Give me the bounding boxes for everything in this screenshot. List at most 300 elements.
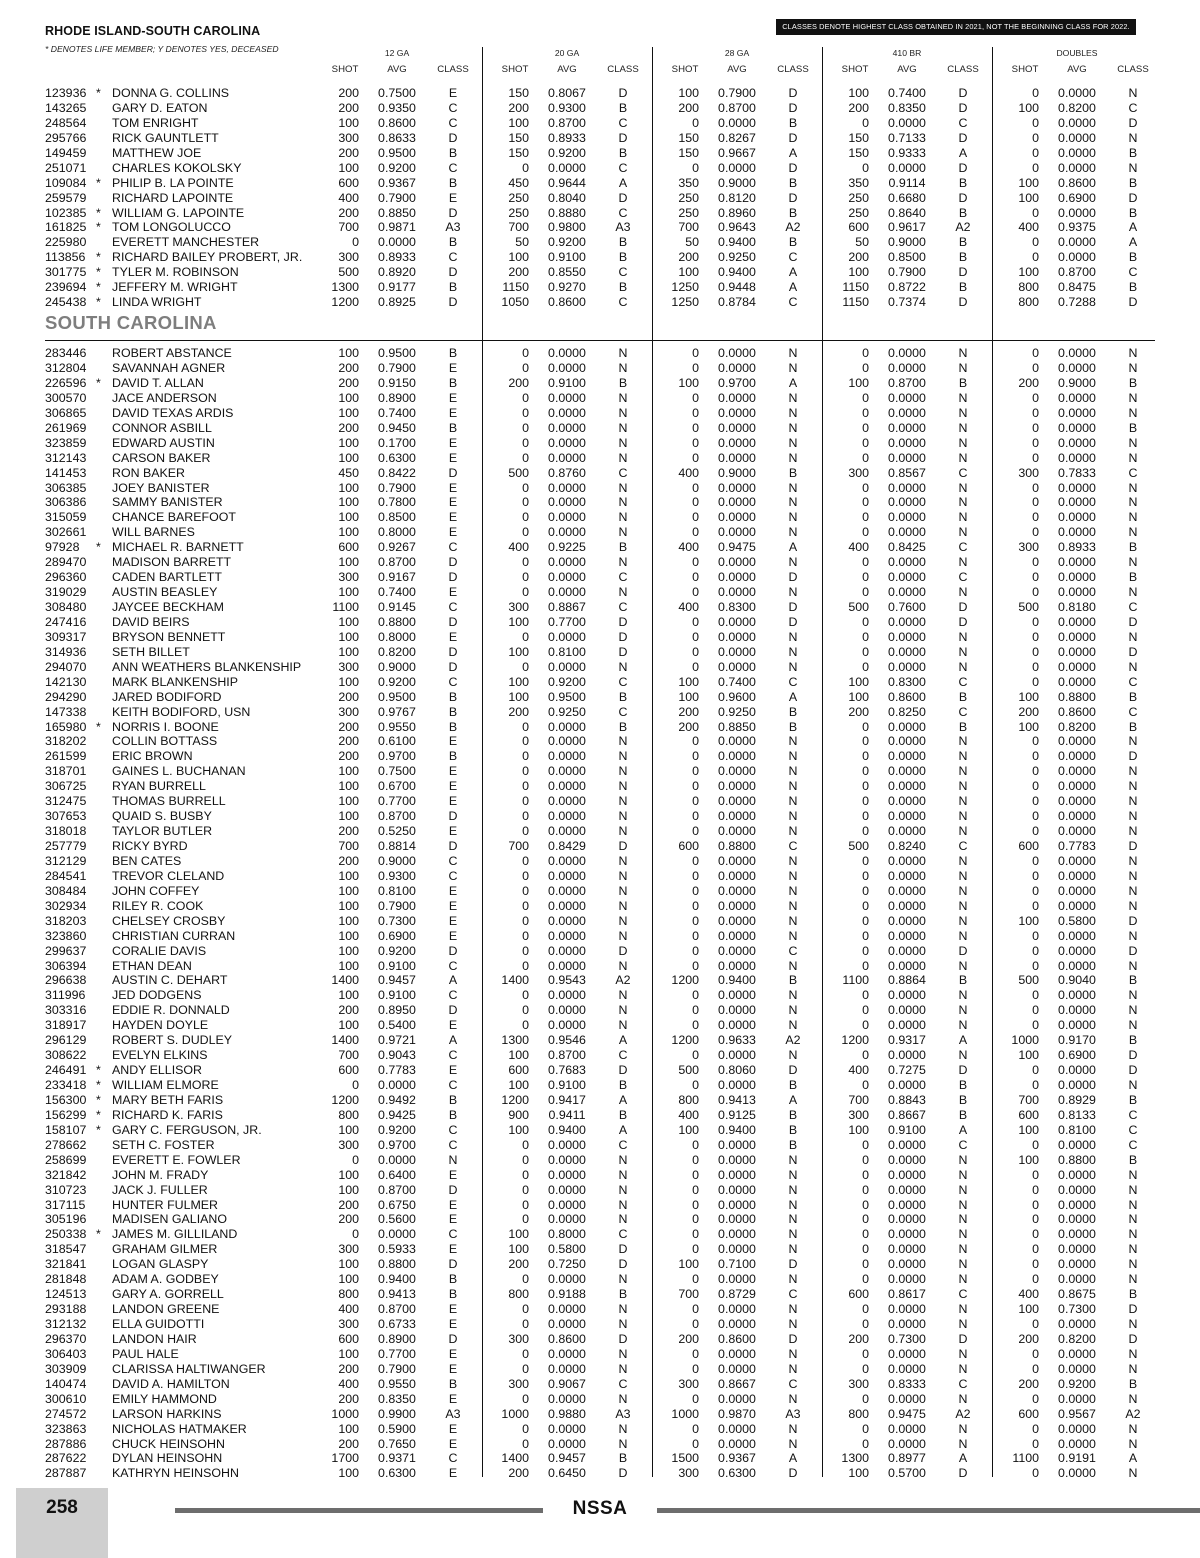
avg-value: 0.0000 xyxy=(888,1346,926,1361)
subheader-class: CLASS xyxy=(437,64,469,75)
avg-value: 0.0000 xyxy=(718,1272,756,1287)
shot-value: 0 xyxy=(1032,1272,1039,1287)
avg-value: 0.9067 xyxy=(548,1376,586,1391)
avg-value: 0.8100 xyxy=(1058,1122,1096,1137)
member-id: 283446 xyxy=(45,346,87,361)
avg-value: 0.0000 xyxy=(888,913,926,928)
shot-value: 200 xyxy=(678,719,699,734)
avg-value: 0.8000 xyxy=(378,629,416,644)
shot-value: 150 xyxy=(508,130,529,145)
class-value: B xyxy=(618,145,628,160)
class-value: N xyxy=(958,1018,968,1033)
member-id: 248564 xyxy=(45,115,87,130)
shot-value: 0 xyxy=(692,160,699,175)
class-value: D xyxy=(958,614,968,629)
avg-value: 0.8729 xyxy=(718,1287,756,1302)
member-name: MARK BLANKENSHIP xyxy=(112,674,239,689)
avg-value: 0.8617 xyxy=(888,1287,926,1302)
avg-value: 0.0000 xyxy=(888,794,926,809)
avg-value: 0.8567 xyxy=(888,465,926,480)
class-value: N xyxy=(958,1346,968,1361)
shot-value: 0 xyxy=(862,809,869,824)
shot-value: 0 xyxy=(692,659,699,674)
avg-value: 0.0000 xyxy=(548,525,586,540)
table-row xyxy=(0,1018,1200,1033)
table-row xyxy=(0,944,1200,959)
avg-value: 0.0000 xyxy=(1058,868,1096,883)
shot-value: 400 xyxy=(338,1302,359,1317)
class-value: B xyxy=(448,749,458,764)
class-value: D xyxy=(1128,913,1138,928)
shot-value: 0 xyxy=(522,1436,529,1451)
member-name: ROBERT S. DUDLEY xyxy=(112,1033,233,1048)
avg-value: 0.0000 xyxy=(1058,1436,1096,1451)
class-value: N xyxy=(618,1018,628,1033)
shot-value: 250 xyxy=(848,190,869,205)
member-id: 261599 xyxy=(45,749,87,764)
shot-value: 0 xyxy=(862,629,869,644)
class-value: N xyxy=(618,420,628,435)
avg-value: 0.0000 xyxy=(548,1361,586,1376)
table-row xyxy=(0,645,1200,660)
avg-value: 0.8700 xyxy=(1058,265,1096,280)
class-value: N xyxy=(958,913,968,928)
avg-value: 0.9000 xyxy=(718,175,756,190)
avg-value: 0.8429 xyxy=(548,839,586,853)
shot-value: 0 xyxy=(1032,1466,1039,1481)
class-value: N xyxy=(1128,346,1138,361)
class-value: A3 xyxy=(445,220,461,235)
class-value: D xyxy=(448,295,458,310)
avg-value: 0.7400 xyxy=(378,585,416,600)
class-value: N xyxy=(618,988,628,1003)
member-id: 312475 xyxy=(45,794,87,809)
avg-value: 0.0000 xyxy=(1058,205,1096,220)
table-row xyxy=(0,101,1200,116)
member-name: EMILY HAMMOND xyxy=(112,1391,217,1406)
class-value: N xyxy=(1128,480,1138,495)
shot-value: 0 xyxy=(522,913,529,928)
footer-brand: NSSA xyxy=(572,1498,628,1519)
class-value: A xyxy=(788,375,798,390)
avg-value: 0.0000 xyxy=(1058,749,1096,764)
avg-value: 0.9177 xyxy=(378,280,416,295)
avg-value: 0.9167 xyxy=(378,570,416,585)
table-row xyxy=(0,749,1200,764)
member-id: 323860 xyxy=(45,928,87,943)
class-value: B xyxy=(618,689,628,704)
member-name: TREVOR CLELAND xyxy=(112,868,225,883)
shot-value: 100 xyxy=(338,1122,359,1137)
member-name: TOM LONGOLUCCO xyxy=(112,220,231,235)
class-value: A xyxy=(448,973,458,988)
class-value: B xyxy=(788,719,798,734)
avg-value: 0.0000 xyxy=(548,809,586,824)
class-value: E xyxy=(448,585,458,600)
shot-value: 1400 xyxy=(331,1033,359,1048)
avg-value: 0.0000 xyxy=(718,659,756,674)
member-id: 251071 xyxy=(45,160,87,175)
shot-value: 0 xyxy=(692,1361,699,1376)
class-value: N xyxy=(1128,764,1138,779)
member-name: DONNA G. COLLINS xyxy=(112,86,230,100)
shot-value: 0 xyxy=(1032,824,1039,839)
class-value: N xyxy=(958,1361,968,1376)
shot-value: 1000 xyxy=(1011,1033,1039,1048)
shot-value: 0 xyxy=(862,868,869,883)
shot-value: 0 xyxy=(692,764,699,779)
avg-value: 0.0000 xyxy=(1058,130,1096,145)
shot-value: 0 xyxy=(692,1197,699,1212)
shot-value: 200 xyxy=(848,1331,869,1346)
avg-value: 0.0000 xyxy=(718,794,756,809)
class-value: N xyxy=(1128,1197,1138,1212)
avg-value: 0.0000 xyxy=(548,1346,586,1361)
class-value: N xyxy=(958,1212,968,1227)
table-row xyxy=(0,510,1200,525)
class-value: C xyxy=(448,250,458,265)
avg-value: 0.0000 xyxy=(888,1257,926,1272)
class-value: N xyxy=(958,988,968,1003)
shot-value: 0 xyxy=(1032,943,1039,958)
shot-value: 300 xyxy=(338,1137,359,1152)
shot-value: 0 xyxy=(862,1346,869,1361)
avg-value: 0.9700 xyxy=(378,1137,416,1152)
shot-value: 100 xyxy=(338,555,359,570)
member-id: 308622 xyxy=(45,1048,87,1063)
class-value: N xyxy=(958,794,968,809)
class-value: C xyxy=(618,570,628,585)
class-value: D xyxy=(448,839,458,853)
class-value: N xyxy=(1128,1242,1138,1257)
shot-value: 0 xyxy=(1032,585,1039,600)
shot-value: 700 xyxy=(338,839,359,853)
class-value: N xyxy=(788,1242,798,1257)
shot-value: 1150 xyxy=(842,295,869,310)
class-value: E xyxy=(448,1018,458,1033)
member-id: 303909 xyxy=(45,1361,87,1376)
avg-value: 0.9300 xyxy=(548,100,586,115)
avg-value: 0.0000 xyxy=(718,585,756,600)
shot-value: 150 xyxy=(848,145,869,160)
class-value: B xyxy=(788,175,798,190)
class-value: A xyxy=(618,1122,628,1137)
table-row xyxy=(0,1377,1200,1392)
shot-value: 0 xyxy=(692,928,699,943)
shot-value: 0 xyxy=(692,435,699,450)
class-value: B xyxy=(788,235,798,250)
shot-value: 0 xyxy=(862,883,869,898)
subheader-avg: AVG xyxy=(1067,64,1087,75)
avg-value: 0.0000 xyxy=(548,883,586,898)
class-value: B xyxy=(1128,540,1138,555)
member-id: 246491 xyxy=(45,1063,87,1078)
shot-value: 200 xyxy=(848,100,869,115)
shot-value: 1100 xyxy=(842,973,869,988)
class-value: N xyxy=(1128,1317,1138,1331)
avg-value: 0.8425 xyxy=(888,540,926,555)
class-value: N xyxy=(1128,629,1138,644)
shot-value: 100 xyxy=(338,928,359,943)
shot-value: 0 xyxy=(1032,205,1039,220)
avg-value: 0.9880 xyxy=(548,1406,586,1421)
class-value: D xyxy=(788,86,798,100)
avg-value: 0.8814 xyxy=(378,839,416,853)
table-row xyxy=(0,131,1200,146)
shot-value: 0 xyxy=(862,1272,869,1287)
class-value: A xyxy=(958,1033,968,1048)
avg-value: 0.8120 xyxy=(718,190,756,205)
avg-value: 0.0000 xyxy=(718,1018,756,1033)
avg-value: 0.9644 xyxy=(548,175,586,190)
table-row xyxy=(0,1392,1200,1407)
avg-value: 0.0000 xyxy=(718,1003,756,1018)
member-id: 239694 xyxy=(45,280,87,295)
table-row xyxy=(0,1183,1200,1198)
class-value: B xyxy=(958,205,968,220)
shot-value: 500 xyxy=(338,265,359,280)
table-row xyxy=(0,280,1200,295)
member-id: 308480 xyxy=(45,600,87,614)
shot-value: 200 xyxy=(508,1257,529,1272)
class-value: B xyxy=(618,540,628,555)
shot-value: 200 xyxy=(338,1391,359,1406)
member-id: 323859 xyxy=(45,435,87,450)
avg-value: 0.0000 xyxy=(718,764,756,779)
member-name: KATHRYN HEINSOHN xyxy=(112,1466,239,1481)
shot-value: 450 xyxy=(338,465,359,480)
avg-value: 0.0000 xyxy=(888,450,926,465)
member-id: 225980 xyxy=(45,235,87,250)
avg-value: 0.8000 xyxy=(548,1227,586,1242)
avg-value: 0.9000 xyxy=(378,659,416,674)
class-value: N xyxy=(958,898,968,913)
member-name: BEN CATES xyxy=(112,853,182,868)
shot-value: 0 xyxy=(522,1346,529,1361)
shot-value: 0 xyxy=(522,719,529,734)
member-name: MATTHEW JOE xyxy=(112,145,202,160)
class-value: N xyxy=(618,390,628,405)
avg-value: 0.9200 xyxy=(548,145,586,160)
avg-value: 0.0000 xyxy=(1058,1242,1096,1257)
member-id: 321842 xyxy=(45,1167,87,1182)
table-row xyxy=(0,146,1200,161)
avg-value: 0.8333 xyxy=(888,1376,926,1391)
shot-value: 0 xyxy=(692,988,699,1003)
shot-value: 0 xyxy=(692,644,699,659)
avg-value: 0.0000 xyxy=(1058,1182,1096,1197)
member-name: PAUL HALE xyxy=(112,1346,179,1361)
avg-value: 0.0000 xyxy=(888,480,926,495)
shot-value: 100 xyxy=(338,450,359,465)
class-value: A2 xyxy=(785,220,801,235)
shot-value: 100 xyxy=(508,1227,529,1242)
avg-value: 0.0000 xyxy=(1058,1257,1096,1272)
shot-value: 200 xyxy=(338,749,359,764)
shot-value: 400 xyxy=(678,540,699,555)
class-value: A2 xyxy=(785,1033,801,1048)
shot-value: 800 xyxy=(1018,280,1039,295)
class-value: N xyxy=(788,958,798,973)
avg-value: 0.0000 xyxy=(888,1361,926,1376)
table-row xyxy=(0,600,1200,615)
class-value: D xyxy=(448,570,458,585)
member-name: JEFFERY M. WRIGHT xyxy=(112,280,238,295)
avg-value: 0.0000 xyxy=(548,1137,586,1152)
class-value: N xyxy=(1128,1182,1138,1197)
class-value: D xyxy=(618,1257,628,1272)
table-row xyxy=(0,436,1200,451)
class-value: N xyxy=(958,525,968,540)
avg-value: 0.8133 xyxy=(1058,1107,1096,1122)
shot-value: 100 xyxy=(338,115,359,130)
avg-value: 0.0000 xyxy=(718,868,756,883)
class-value: A xyxy=(618,175,628,190)
class-value: N xyxy=(618,555,628,570)
class-value: N xyxy=(958,1182,968,1197)
shot-value: 500 xyxy=(678,1063,699,1078)
class-value: D xyxy=(958,600,968,614)
avg-value: 0.0000 xyxy=(888,988,926,1003)
group-header: 12 GA xyxy=(384,48,410,58)
member-name: THOMAS BURRELL xyxy=(112,794,226,809)
class-value: C xyxy=(448,1137,458,1152)
class-value: B xyxy=(788,704,798,719)
avg-value: 0.0000 xyxy=(1058,1197,1096,1212)
shot-value: 100 xyxy=(338,495,359,510)
class-value: B xyxy=(1128,420,1138,435)
avg-value: 0.0000 xyxy=(548,1197,586,1212)
avg-value: 0.9457 xyxy=(378,973,416,988)
table-row xyxy=(0,884,1200,899)
shot-value: 1400 xyxy=(501,1451,529,1466)
class-value: D xyxy=(618,130,628,145)
table-row xyxy=(0,959,1200,974)
member-id: 318917 xyxy=(45,1018,87,1033)
class-value: D xyxy=(618,614,628,629)
class-value: N xyxy=(958,480,968,495)
class-value: N xyxy=(788,1227,798,1242)
class-value: D xyxy=(788,190,798,205)
class-value: E xyxy=(448,1317,458,1331)
shot-value: 0 xyxy=(1032,749,1039,764)
avg-value: 0.0000 xyxy=(1058,420,1096,435)
avg-value: 0.7250 xyxy=(548,1257,586,1272)
shot-value: 0 xyxy=(522,510,529,525)
subheader-class: CLASS xyxy=(607,64,639,75)
class-value: N xyxy=(788,1212,798,1227)
shot-value: 0 xyxy=(692,1436,699,1451)
shot-value: 0 xyxy=(1032,644,1039,659)
class-value: A xyxy=(788,1451,798,1466)
class-value: B xyxy=(788,1122,798,1137)
avg-value: 0.8850 xyxy=(718,719,756,734)
shot-value: 100 xyxy=(338,779,359,794)
avg-value: 0.8900 xyxy=(378,1331,416,1346)
class-value: N xyxy=(1128,555,1138,570)
shot-value: 500 xyxy=(848,600,869,614)
member-id: 109084 xyxy=(45,175,87,190)
class-value: D xyxy=(958,295,968,310)
shot-value: 200 xyxy=(848,704,869,719)
avg-value: 0.9371 xyxy=(378,1451,416,1466)
shot-value: 100 xyxy=(848,86,869,100)
member-id: 165980 xyxy=(45,719,87,734)
shot-value: 600 xyxy=(1018,1406,1039,1421)
avg-value: 0.8000 xyxy=(378,525,416,540)
shot-value: 100 xyxy=(338,674,359,689)
class-value: A xyxy=(618,1092,628,1107)
shot-value: 0 xyxy=(692,1182,699,1197)
class-value: N xyxy=(618,525,628,540)
class-notice-banner: CLASSES DENOTE HIGHEST CLASS OBTAINED IN 2021, NOT THE BEGINNING CLASS FOR 2022. xyxy=(776,19,1136,35)
shot-value: 600 xyxy=(1018,1107,1039,1122)
table-row xyxy=(0,391,1200,406)
table-row xyxy=(0,235,1200,250)
avg-value: 0.9191 xyxy=(1058,1451,1096,1466)
shot-value: 200 xyxy=(508,375,529,390)
avg-value: 0.8667 xyxy=(888,1107,926,1122)
class-value: N xyxy=(958,1257,968,1272)
shot-value: 1200 xyxy=(671,1033,699,1048)
member-id: 294070 xyxy=(45,659,87,674)
shot-value: 0 xyxy=(522,764,529,779)
avg-value: 0.0000 xyxy=(1058,495,1096,510)
shot-value: 300 xyxy=(338,704,359,719)
class-value: C xyxy=(618,465,628,480)
class-value: N xyxy=(958,510,968,525)
class-value: C xyxy=(1128,674,1138,689)
shot-value: 100 xyxy=(508,1078,529,1092)
avg-value: 0.8200 xyxy=(1058,719,1096,734)
member-id: 156299 xyxy=(45,1107,87,1122)
shot-value: 200 xyxy=(338,824,359,839)
avg-value: 0.9150 xyxy=(378,375,416,390)
member-name: MADISON BARRETT xyxy=(112,555,232,570)
class-value: N xyxy=(1128,1361,1138,1376)
class-value: B xyxy=(1128,719,1138,734)
member-id: 302661 xyxy=(45,525,87,540)
class-value: C xyxy=(958,704,968,719)
class-value: N xyxy=(1128,130,1138,145)
avg-value: 0.8933 xyxy=(378,250,416,265)
class-value: N xyxy=(788,659,798,674)
member-id: 142130 xyxy=(45,674,87,689)
table-row xyxy=(0,1451,1200,1466)
class-value: B xyxy=(958,1078,968,1092)
shot-value: 0 xyxy=(1032,130,1039,145)
avg-value: 0.9475 xyxy=(888,1406,926,1421)
avg-value: 0.7900 xyxy=(378,1361,416,1376)
class-value: B xyxy=(448,235,458,250)
member-name: DAVID A. HAMILTON xyxy=(112,1376,230,1391)
avg-value: 0.0000 xyxy=(548,160,586,175)
member-id: 287622 xyxy=(45,1451,87,1466)
class-value: E xyxy=(448,928,458,943)
class-value: E xyxy=(448,1346,458,1361)
class-value: N xyxy=(958,495,968,510)
shot-value: 250 xyxy=(508,205,529,220)
class-value: D xyxy=(958,160,968,175)
class-value: D xyxy=(1128,749,1138,764)
class-value: D xyxy=(448,205,458,220)
shot-value: 300 xyxy=(508,1376,529,1391)
shot-value: 0 xyxy=(692,1018,699,1033)
member-id: 287887 xyxy=(45,1466,87,1481)
avg-value: 0.9411 xyxy=(548,1107,586,1122)
shot-value: 0 xyxy=(692,346,699,361)
life-member-mark: * xyxy=(96,280,101,295)
